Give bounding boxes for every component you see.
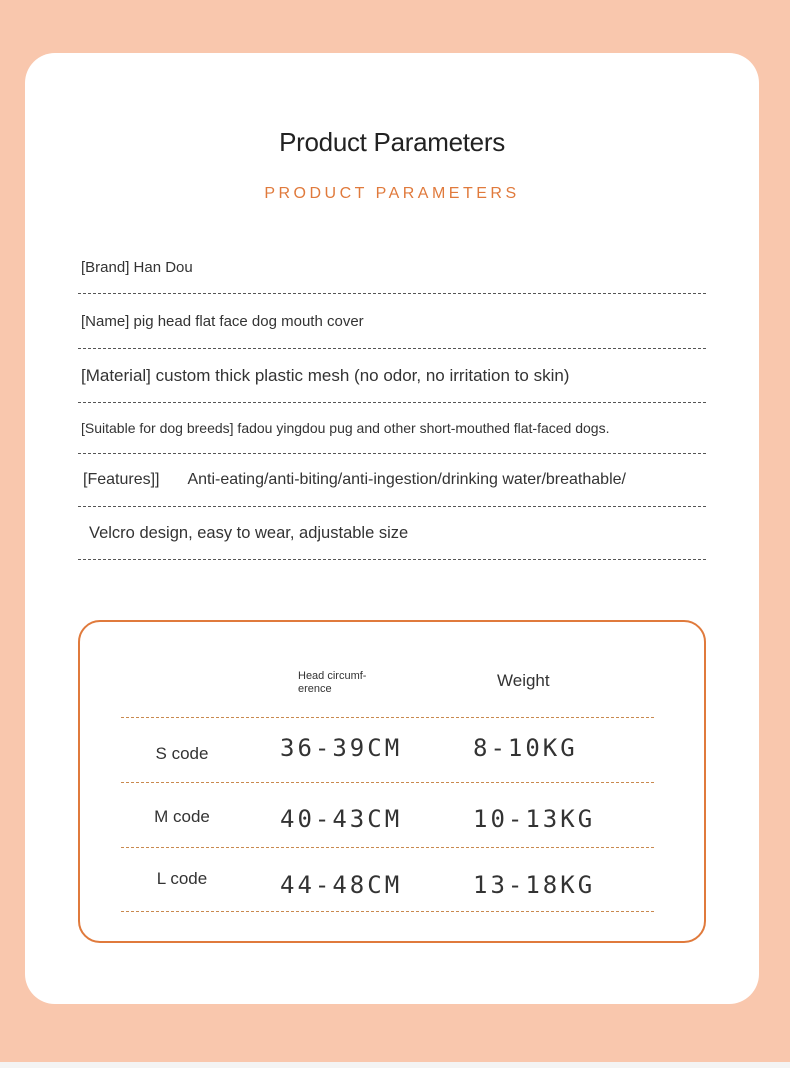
param-features-label: [Features]] bbox=[83, 471, 160, 488]
size-row-l bbox=[80, 848, 704, 911]
param-breeds-text: [Suitable for dog breeds] fadou yingdou pug and other short-mouthed flat-faced dogs. bbox=[81, 420, 610, 436]
param-row-name bbox=[78, 294, 706, 349]
param-brand-text: [Brand] Han Dou bbox=[81, 258, 193, 276]
size-head-value: 36-39CM bbox=[280, 734, 403, 762]
size-weight-value: 10-13KG bbox=[473, 805, 596, 833]
size-chart-header bbox=[80, 622, 704, 717]
param-name-text: [Name] pig head flat face dog mouth cover bbox=[81, 312, 364, 330]
size-head-value: 44-48CM bbox=[280, 871, 403, 899]
page-title: Product Parameters bbox=[279, 127, 505, 157]
param-features-value: Anti-eating/anti-biting/anti-ingestion/drinking water/breathable/ bbox=[187, 471, 626, 488]
size-divider bbox=[121, 911, 654, 912]
product-card bbox=[25, 53, 759, 1004]
header-weight: Weight bbox=[497, 671, 550, 690]
parameter-list bbox=[78, 241, 706, 560]
size-label: M code bbox=[154, 807, 210, 826]
size-row-s bbox=[80, 718, 704, 782]
param-row-material bbox=[78, 349, 706, 403]
size-label: L code bbox=[156, 869, 208, 888]
size-label: S code bbox=[155, 744, 209, 763]
param-row-brand bbox=[78, 241, 706, 294]
param-row-features-cont bbox=[78, 507, 706, 560]
size-weight-value: 8-10KG bbox=[473, 734, 578, 762]
size-weight-value: 13-18KG bbox=[473, 871, 596, 899]
header-head-circumference: Head circumf-erence bbox=[298, 670, 367, 695]
param-row-features bbox=[78, 454, 706, 507]
size-head-value: 40-43CM bbox=[280, 805, 403, 833]
bottom-strip bbox=[0, 1062, 790, 1068]
param-material-text: [Material] custom thick plastic mesh (no odor, no irritation to skin) bbox=[81, 365, 570, 385]
size-row-m bbox=[80, 783, 704, 847]
param-row-breeds bbox=[78, 403, 706, 454]
param-features-cont-text: Velcro design, easy to wear, adjustable size bbox=[89, 523, 409, 542]
size-chart bbox=[78, 620, 706, 943]
page-subtitle: PRODUCT PARAMETERS bbox=[264, 185, 520, 202]
